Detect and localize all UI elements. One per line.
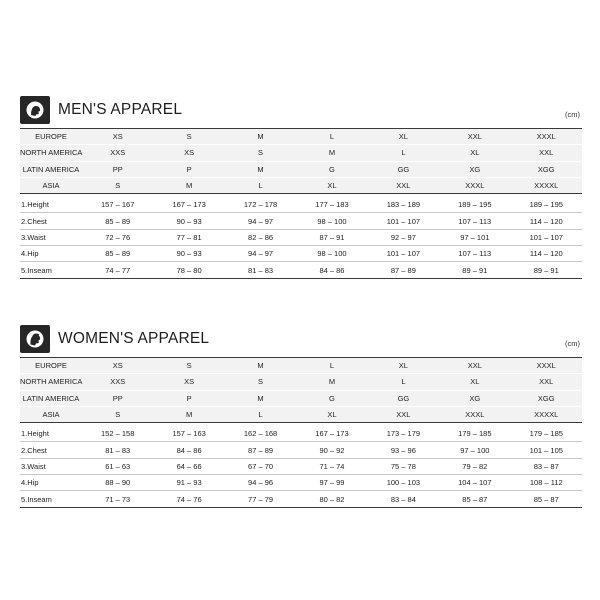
measurement-cell: 101 – 107 — [511, 229, 582, 245]
size-cell: XL — [439, 145, 510, 161]
measurement-cell: 157 – 167 — [82, 197, 153, 213]
measurement-cell: 97 – 100 — [439, 442, 510, 458]
size-cell: XGG — [511, 161, 582, 177]
size-cell: L — [296, 129, 367, 145]
size-cell: PP — [82, 161, 153, 177]
size-cell: M — [225, 129, 296, 145]
measurement-cell: 81 – 83 — [225, 262, 296, 278]
size-cell: XXL — [439, 129, 510, 145]
measurement-cell: 107 – 113 — [439, 246, 510, 262]
size-cell: XXL — [511, 145, 582, 161]
measurement-cell: 87 – 89 — [225, 442, 296, 458]
measurement-cell: 71 – 73 — [82, 491, 153, 507]
size-cell: XXXXL — [511, 177, 582, 193]
region-label: EUROPE — [20, 358, 82, 374]
measurement-cell: 64 – 66 — [153, 458, 224, 474]
size-cell: S — [82, 177, 153, 193]
measurement-cell: 179 – 185 — [511, 426, 582, 442]
size-cell: XXL — [439, 358, 510, 374]
measurement-label: 3.Waist — [20, 458, 82, 474]
size-cell: XXL — [511, 374, 582, 390]
region-label: ASIA — [20, 177, 82, 193]
measurement-cell: 114 – 120 — [511, 213, 582, 229]
measurement-cell: 78 – 80 — [153, 262, 224, 278]
measurement-cell: 79 – 82 — [439, 458, 510, 474]
measurement-cell: 94 – 96 — [225, 475, 296, 491]
measurement-cell: 83 – 84 — [368, 491, 439, 507]
measurement-row — [20, 491, 582, 507]
mens-size-table — [20, 128, 582, 279]
measurement-row — [20, 475, 582, 491]
measurement-row — [20, 197, 582, 213]
measurement-cell: 80 – 82 — [296, 491, 367, 507]
measurement-label: 3.Waist — [20, 229, 82, 245]
measurement-label: 2.Chest — [20, 213, 82, 229]
measurement-cell: 92 – 97 — [368, 229, 439, 245]
measurement-label: 5.Inseam — [20, 262, 82, 278]
size-cell: XXXL — [511, 129, 582, 145]
measurement-cell: 94 – 97 — [225, 246, 296, 262]
measurement-cell: 91 – 93 — [153, 475, 224, 491]
measurement-label: 2.Chest — [20, 442, 82, 458]
region-label: EUROPE — [20, 129, 82, 145]
measurement-row — [20, 213, 582, 229]
measurement-cell: 90 – 93 — [153, 213, 224, 229]
size-cell: M — [153, 177, 224, 193]
size-cell: S — [82, 406, 153, 422]
size-cell: XXXL — [439, 177, 510, 193]
size-cell: P — [153, 390, 224, 406]
womens-logo-icon — [20, 325, 50, 353]
region-row — [20, 406, 582, 422]
region-label: LATIN AMERICA — [20, 390, 82, 406]
measurement-row — [20, 229, 582, 245]
measurement-cell: 107 – 113 — [439, 213, 510, 229]
measurement-cell: 87 – 91 — [296, 229, 367, 245]
measurement-cell: 61 – 63 — [82, 458, 153, 474]
womens-unit-label: (cm) — [565, 339, 580, 348]
measurement-cell: 98 – 100 — [296, 213, 367, 229]
measurement-cell: 85 – 89 — [82, 246, 153, 262]
size-cell: G — [296, 390, 367, 406]
measurement-cell: 172 – 178 — [225, 197, 296, 213]
size-cell: XXXL — [439, 406, 510, 422]
measurement-cell: 157 – 163 — [153, 426, 224, 442]
size-cell: XGG — [511, 390, 582, 406]
measurement-cell: 93 – 96 — [368, 442, 439, 458]
size-cell: P — [153, 161, 224, 177]
size-cell: XS — [153, 145, 224, 161]
measurement-cell: 167 – 173 — [296, 426, 367, 442]
region-row — [20, 390, 582, 406]
measurement-cell: 179 – 185 — [439, 426, 510, 442]
size-cell: XXL — [368, 406, 439, 422]
mens-header — [20, 96, 582, 126]
size-cell: GG — [368, 161, 439, 177]
size-cell: XXXXL — [511, 406, 582, 422]
size-cell: XL — [368, 358, 439, 374]
size-cell: XL — [368, 129, 439, 145]
region-row — [20, 161, 582, 177]
size-cell: XXS — [82, 145, 153, 161]
size-cell: L — [296, 358, 367, 374]
measurement-cell: 77 – 79 — [225, 491, 296, 507]
size-cell: M — [225, 390, 296, 406]
size-cell: XL — [296, 406, 367, 422]
measurement-cell: 90 – 93 — [153, 246, 224, 262]
measurement-label: 1.Height — [20, 426, 82, 442]
measurement-row — [20, 246, 582, 262]
region-label: NORTH AMERICA — [20, 374, 82, 390]
size-cell: S — [225, 145, 296, 161]
region-label: LATIN AMERICA — [20, 161, 82, 177]
region-row — [20, 145, 582, 161]
measurement-cell: 108 – 112 — [511, 475, 582, 491]
measurement-cell: 94 – 97 — [225, 213, 296, 229]
measurement-cell: 183 – 189 — [368, 197, 439, 213]
size-cell: PP — [82, 390, 153, 406]
measurement-cell: 89 – 91 — [439, 262, 510, 278]
measurement-cell: 67 – 70 — [225, 458, 296, 474]
measurement-label: 4.Hip — [20, 475, 82, 491]
measurement-cell: 97 – 99 — [296, 475, 367, 491]
measurement-cell: 114 – 120 — [511, 246, 582, 262]
measurement-label: 5.Inseam — [20, 491, 82, 507]
size-cell: XXXL — [511, 358, 582, 374]
measurement-cell: 189 – 195 — [511, 197, 582, 213]
size-cell: XS — [153, 374, 224, 390]
size-cell: L — [368, 145, 439, 161]
size-cell: XL — [439, 374, 510, 390]
womens-header — [20, 325, 582, 355]
size-cell: L — [368, 374, 439, 390]
measurement-cell: 72 – 76 — [82, 229, 153, 245]
measurement-label: 1.Height — [20, 197, 82, 213]
measurement-cell: 85 – 87 — [511, 491, 582, 507]
measurement-cell: 177 – 183 — [296, 197, 367, 213]
measurement-cell: 167 – 173 — [153, 197, 224, 213]
size-cell: XXS — [82, 374, 153, 390]
region-row — [20, 374, 582, 390]
measurement-cell: 82 – 86 — [225, 229, 296, 245]
measurement-cell: 75 – 78 — [368, 458, 439, 474]
measurement-cell: 89 – 91 — [511, 262, 582, 278]
size-cell: M — [296, 374, 367, 390]
measurement-cell: 100 – 103 — [368, 475, 439, 491]
size-cell: L — [225, 177, 296, 193]
measurement-cell: 189 – 195 — [439, 197, 510, 213]
size-cell: GG — [368, 390, 439, 406]
size-cell: M — [225, 161, 296, 177]
measurement-cell: 85 – 87 — [439, 491, 510, 507]
size-cell: S — [225, 374, 296, 390]
measurement-cell: 84 – 86 — [153, 442, 224, 458]
measurement-cell: 101 – 105 — [511, 442, 582, 458]
measurement-row — [20, 426, 582, 442]
measurement-cell: 173 – 179 — [368, 426, 439, 442]
size-cell: XG — [439, 390, 510, 406]
region-row — [20, 358, 582, 374]
measurement-label: 4.Hip — [20, 246, 82, 262]
measurement-cell: 162 – 168 — [225, 426, 296, 442]
size-cell: XS — [82, 358, 153, 374]
size-cell: XXL — [368, 177, 439, 193]
size-cell: M — [153, 406, 224, 422]
measurement-cell: 74 – 77 — [82, 262, 153, 278]
measurement-cell: 87 – 89 — [368, 262, 439, 278]
womens-title: WOMEN'S APPAREL — [58, 330, 210, 347]
size-cell: M — [225, 358, 296, 374]
measurement-cell: 101 – 107 — [368, 213, 439, 229]
measurement-cell: 97 – 101 — [439, 229, 510, 245]
measurement-cell: 83 – 87 — [511, 458, 582, 474]
size-cell: G — [296, 161, 367, 177]
size-cell: XS — [82, 129, 153, 145]
region-label: NORTH AMERICA — [20, 145, 82, 161]
measurement-cell: 71 – 74 — [296, 458, 367, 474]
measurement-row — [20, 442, 582, 458]
measurement-row — [20, 262, 582, 278]
size-cell: XL — [296, 177, 367, 193]
measurement-cell: 104 – 107 — [439, 475, 510, 491]
measurement-row — [20, 458, 582, 474]
measurement-cell: 98 – 100 — [296, 246, 367, 262]
measurement-cell: 101 – 107 — [368, 246, 439, 262]
size-cell: S — [153, 129, 224, 145]
measurement-cell: 90 – 92 — [296, 442, 367, 458]
size-cell: M — [296, 145, 367, 161]
size-cell: XG — [439, 161, 510, 177]
measurement-cell: 84 – 86 — [296, 262, 367, 278]
mens-apparel-section — [20, 96, 582, 275]
measurement-cell: 81 – 83 — [82, 442, 153, 458]
measurement-cell: 152 – 158 — [82, 426, 153, 442]
region-row — [20, 177, 582, 193]
size-cell: S — [153, 358, 224, 374]
mens-unit-label: (cm) — [565, 110, 580, 119]
mens-logo-icon — [20, 96, 50, 124]
measurement-cell: 88 – 90 — [82, 475, 153, 491]
measurement-cell: 77 – 81 — [153, 229, 224, 245]
mens-title: MEN'S APPAREL — [58, 101, 183, 118]
region-label: ASIA — [20, 406, 82, 422]
measurement-cell: 74 – 76 — [153, 491, 224, 507]
region-row — [20, 129, 582, 145]
size-cell: L — [225, 406, 296, 422]
womens-size-table — [20, 357, 582, 508]
womens-apparel-section — [20, 325, 582, 504]
measurement-cell: 85 – 89 — [82, 213, 153, 229]
